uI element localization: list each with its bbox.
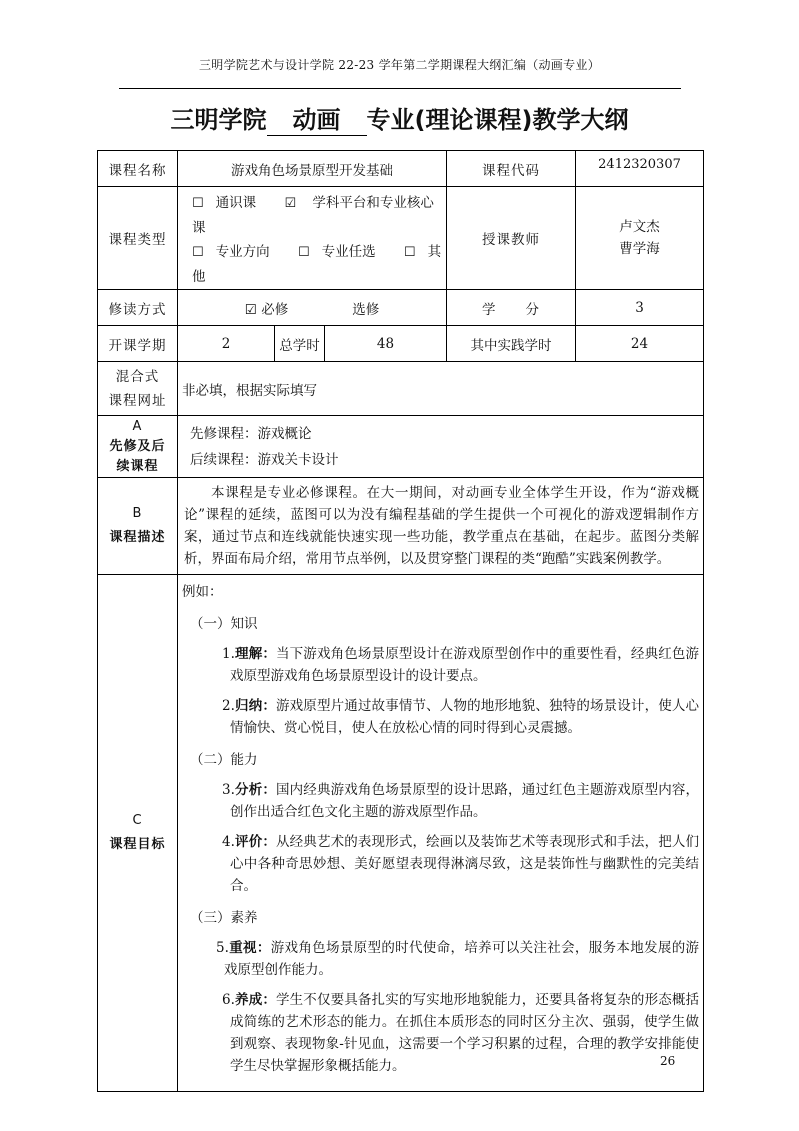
option-direction-label: 专业方向 [215,244,270,260]
checkbox-core: ☑ [284,196,297,211]
title-school: 三明学院 [170,106,267,134]
goal-item-3 [222,779,699,823]
goal-item-3-num: 3. [222,782,235,798]
practice-hours-label: 其中实践学时 [447,326,576,362]
study-mode-value [178,290,447,326]
semester-value: 2 [178,326,275,362]
goal-item-1 [222,643,699,687]
goal-item-4-num: 4. [222,834,235,850]
course-code-label: 课程代码 [447,151,576,187]
row-semester [98,326,704,362]
syllabus-table [97,150,704,1092]
elective-option: 选修 [352,301,380,318]
goal-item-2-num: 2. [222,698,235,714]
row-prereq [98,416,704,478]
goal-item-5 [216,937,699,981]
teacher-names [576,187,704,290]
option-general-label: 通识课 [215,195,257,211]
semester-label: 开课学期 [98,326,178,362]
goal-item-5-text: 游戏角色场景原型的时代使命，培养可以关注社会，服务本地发展的游戏原型创作能力。 [224,940,700,978]
goal-item-1-num: 1. [222,646,235,662]
option-optional-label: 专业任选 [321,244,376,260]
credit-value: 3 [576,290,704,326]
goal-item-6-key: 养成： [234,992,276,1008]
course-code-value: 2412320307 [576,151,704,187]
option-direction [192,244,282,260]
goal-section-knowledge: （一）知识 [190,616,258,632]
goal-item-6-num: 6. [222,992,235,1008]
goal-section-ability: （二）能力 [190,752,258,768]
option-other-label: 其他 [192,244,442,285]
goal-letter: C [132,813,143,828]
blended-label [98,362,178,416]
course-type-line-2 [192,240,446,289]
checkbox-direction: ☐ [192,245,204,260]
row-blended [98,362,704,416]
row-description [98,478,704,575]
course-type-label: 课程类型 [98,187,178,290]
desc-label-text: 课程描述 [109,530,166,545]
required-option: ☑ 必修 [244,301,289,318]
checkbox-other: ☐ [403,245,416,260]
total-hours-value: 48 [325,326,447,362]
desc-text: 本课程是专业必修课程。在大一期间，对动画专业全体学生开设，作为“游戏概论”课程的延续，蓝图可以为没有编程基础的学生提供一个可视化的游戏逻辑制作方案，通过节点和连线就能快速实现一些功能，教学重点在基础，在起步。蓝图分类解析，界面布局介绍，常用节点举例，以及贯穿整门课程的类“跑酷”实践案例教学。 [178,478,704,575]
goal-section-literacy: （三）素养 [190,910,258,926]
goal-item-6 [222,989,699,1077]
goal-label-text: 课程目标 [109,837,166,852]
total-hours-label: 总学时 [275,326,325,362]
goal-item-1-text: 当下游戏角色场景原型设计在游戏原型创作中的重要性看，经典红色游戏原型游戏角色场景原型设计的设计要点。 [230,646,700,684]
checkbox-optional: ☐ [297,245,310,260]
blended-label-line-2: 课程网址 [108,392,167,409]
study-mode-label: 修读方式 [98,290,178,326]
prereq-label-line-1: 先修及后 [109,438,166,454]
row-study-mode [98,290,704,326]
goal-item-3-key: 分析： [234,782,276,798]
option-optional [298,244,388,260]
practice-hours-value: 24 [576,326,704,362]
goal-item-5-key: 重视： [228,940,271,956]
teacher-name-2: 曹学海 [619,241,660,257]
teacher-label: 授课教师 [447,187,576,290]
course-name-value: 游戏角色场景原型开发基础 [178,151,447,187]
title-suffix: 专业(理论课程)教学大纲 [366,106,629,134]
goal-item-4-key: 评价： [234,834,276,850]
prereq-letter: A [132,418,143,434]
goal-item-6-text: 学生不仅要具备扎实的写实地形地貌能力，还要具备将复杂的形态概括成简练的艺术形态的能力。在抓住本质形态的同时区分主次、强弱，使学生做到观察、表现物象-针见血，这需要一个学习积累的过程，合理的教学安排能使学生尽快掌握形象概括能力。 [230,992,700,1074]
desc-letter: B [132,506,143,521]
header-rule [119,88,681,89]
goal-item-2-key: 归纳： [234,698,276,714]
desc-label [98,478,178,575]
row-course-name [98,151,704,187]
goal-item-4 [222,831,699,897]
goal-label [98,575,178,1092]
teacher-name-1: 卢文杰 [619,219,660,235]
prereq-label [98,416,178,478]
goal-item-2-text: 游戏原型片通过故事情节、人物的地形地貌、独特的场景设计，使人心情愉快、赏心悦目，使人在放松心情的同时得到心灵震撼。 [230,698,700,736]
row-goals [98,575,704,1092]
page-title [0,100,799,136]
prereq-after: 后续课程：游戏关卡设计 [190,451,339,468]
option-general [192,195,268,211]
goal-item-4-text: 从经典艺术的表现形式，绘画以及装饰艺术等表现形式和手法，把人们心中各种奇思妙想、美好愿望表现得淋漓尽致，这是装饰性与幽默性的完美结合。 [230,834,700,894]
checkbox-general: ☐ [192,196,204,211]
course-type-line-1 [192,191,446,240]
goal-item-5-num: 5. [216,940,229,956]
row-course-type [98,187,704,290]
credit-label: 学 分 [447,290,576,326]
course-type-options [178,187,447,290]
prereq-value [178,416,704,478]
goals-intro: 例如： [182,584,223,600]
option-core-label: 学科平台和专业核心课 [192,195,434,236]
prereq-label-line-2: 续课程 [116,458,159,474]
goal-item-2 [222,695,699,739]
prereq-before: 先修课程：游戏概论 [190,425,312,442]
title-major-blank: 动画 [267,105,367,136]
running-header: 三明学院艺术与设计学院 22-23 学年第二学期课程大纲汇编（动画专业） [198,58,601,72]
course-name-label: 课程名称 [98,151,178,187]
goals-content [178,575,704,1092]
blended-value: 非必填，根据实际填写 [178,362,704,416]
page-number: 26 [660,1054,676,1068]
blended-label-line-1: 混合式 [115,368,160,385]
goal-item-3-text: 国内经典游戏角色场景原型的设计思路，通过红色主题游戏原型内容，创作出适合红色文化主题的游戏原型作品。 [230,782,700,820]
goal-item-1-key: 理解： [234,646,276,662]
